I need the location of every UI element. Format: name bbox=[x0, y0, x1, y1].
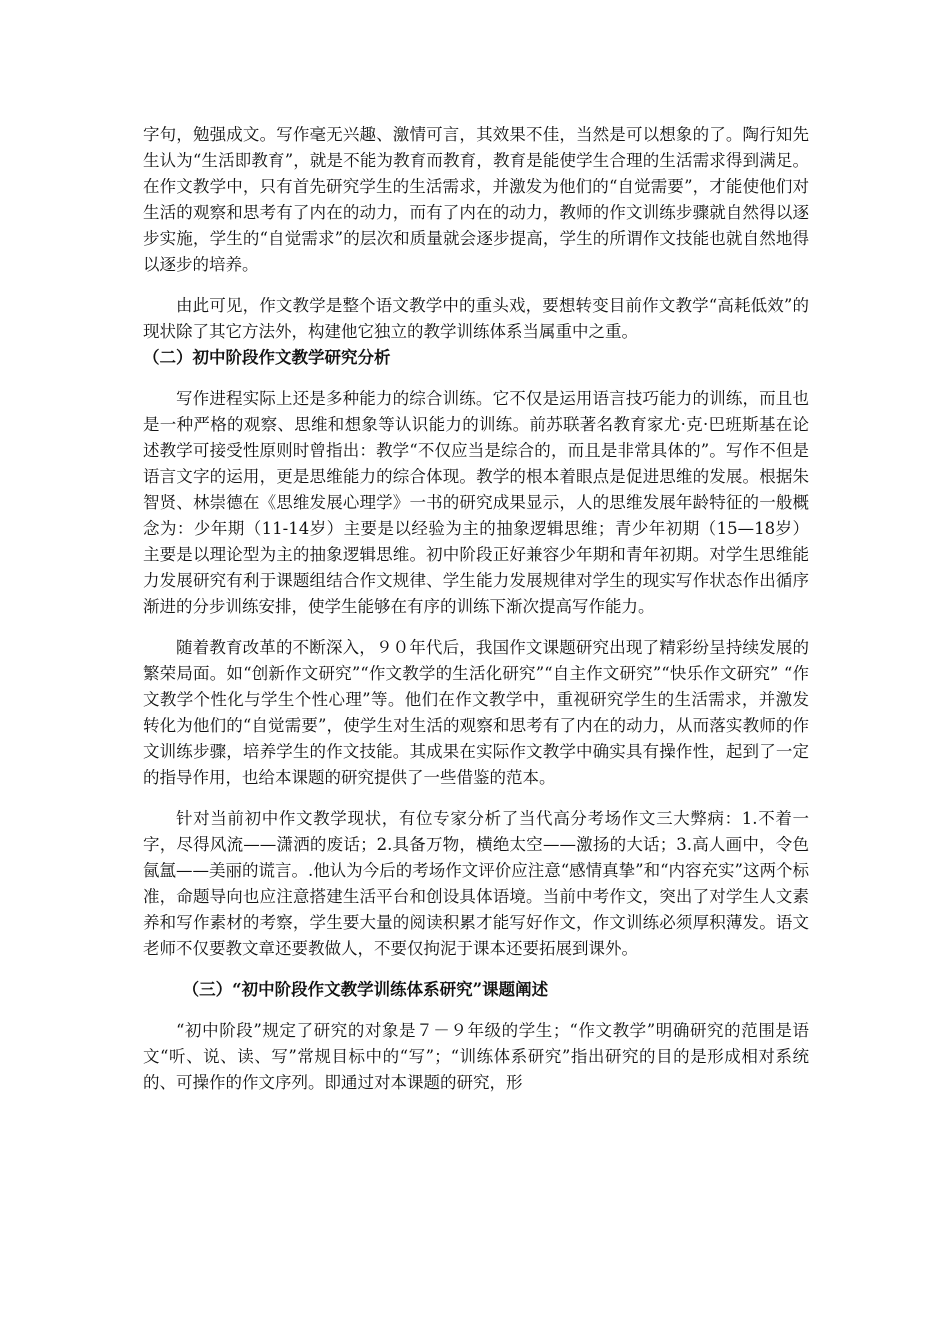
paragraph-expert-analysis: 针对当前初中作文教学现状，有位专家分析了当代高分考场作文三大弊病：1.不着一字，尽得风流——潇洒的废话；2.具备万物，横绝太空——激扬的大话；3.高人画中，令色氤氲——美丽的谎言。.他认为今后的考场作文评价应注意“感情真挚”和“内容充实”这两个标准，命题导向也应注意搭建生活平台和创设具体语境。当前中考作文，突出了对学生人文素养和写作素材的考察，学生要大量的阅读积累才能写好作文，作文训练必须厚积薄发。语文老师不仅要教文章还要教做人，不要仅拘泥于课本还要拓展到课外。 bbox=[143, 809, 809, 958]
document-page bbox=[143, 122, 809, 1096]
section-heading-2: （二）初中阶段作文教学研究分析 bbox=[143, 348, 391, 367]
section-heading-3: （三）“初中阶段作文教学训练体系研究”课题阐述 bbox=[182, 980, 549, 999]
paragraph-conclusion: 由此可见，作文教学是整个语文教学中的重头戏，要想转变目前作文教学“高耗低效”的现状除了其它方法外，构建他它独立的教学训练体系当属重中之重。 bbox=[143, 296, 809, 341]
paragraph-topic-explanation: “初中阶段”规定了研究的对象是７－９年级的学生；“作文教学”明确研究的范围是语文“听、说、读、写”常规目标中的“写”；“训练体系研究”指出研究的目的是形成相对系统的、可操作的作文序列。即通过对本课题的研究，形 bbox=[143, 1021, 809, 1092]
paragraph-life-education: 字句，勉强成文。写作毫无兴趣、激情可言，其效果不佳，当然是可以想象的了。陶行知先生认为“生活即教育”，就是不能为教育而教育，教育是能使学生合理的生活需求得到满足。在作文教学中，只有首先研究学生的生活需求，并激发为他们的“自觉需要”，才能使他们对生活的观察和思考有了内在的动力，而有了内在的动力，教师的作文训练步骤就自然得以逐步实施，学生的“自觉需求”的层次和质量就会逐步提高，学生的所谓作文技能也就自然地得以逐步的培养。 bbox=[143, 125, 809, 274]
paragraph-research-history: 随着教育改革的不断深入，９０年代后，我国作文课题研究出现了精彩纷呈持续发展的繁荣局面。如“创新作文研究”“作文教学的生活化研究”“自主作文研究”“快乐作文研究” “作文教学个性化与学生个性心理”等。他们在作文教学中，重视研究学生的生活需求，并激发转化为他们的“自觉需要”，使学生对生活的观察和思考有了内在的动力，从而落实教师的作文训练步骤，培养学生的作文技能。其成果在实际作文教学中确实具有操作性，起到了一定的指导作用，也给本课题的研究提供了一些借鉴的范本。 bbox=[143, 638, 809, 787]
paragraph-thinking-ability: 写作进程实际上还是多种能力的综合训练。它不仅是运用语言技巧能力的训练，而且也是一种严格的观察、思维和想象等认识能力的训练。前苏联著名教育家尤·克·巴班斯基在论述教学可接受性原则时曾指出：教学“不仅应当是综合的，而且是非常具体的”。写作不但是语言文字的运用，更是思维能力的综合体现。教学的根本着眼点是促进思维的发展。根据朱智贤、林崇德在《思维发展心理学》一书的研究成果显示，人的思维发展年龄特征的一般概念为：少年期（11-14岁）主要是以经验为主的抽象逻辑思维；青少年初期（15—18岁）主要是以理论型为主的抽象逻辑思维。初中阶段正好兼容少年期和青年初期。对学生思维能力发展研究有利于课题组结合作文规律、学生能力发展规律对学生的现实写作状态作出循序渐进的分步训练安排，使学生能够在有序的训练下渐次提高写作能力。 bbox=[143, 389, 809, 616]
